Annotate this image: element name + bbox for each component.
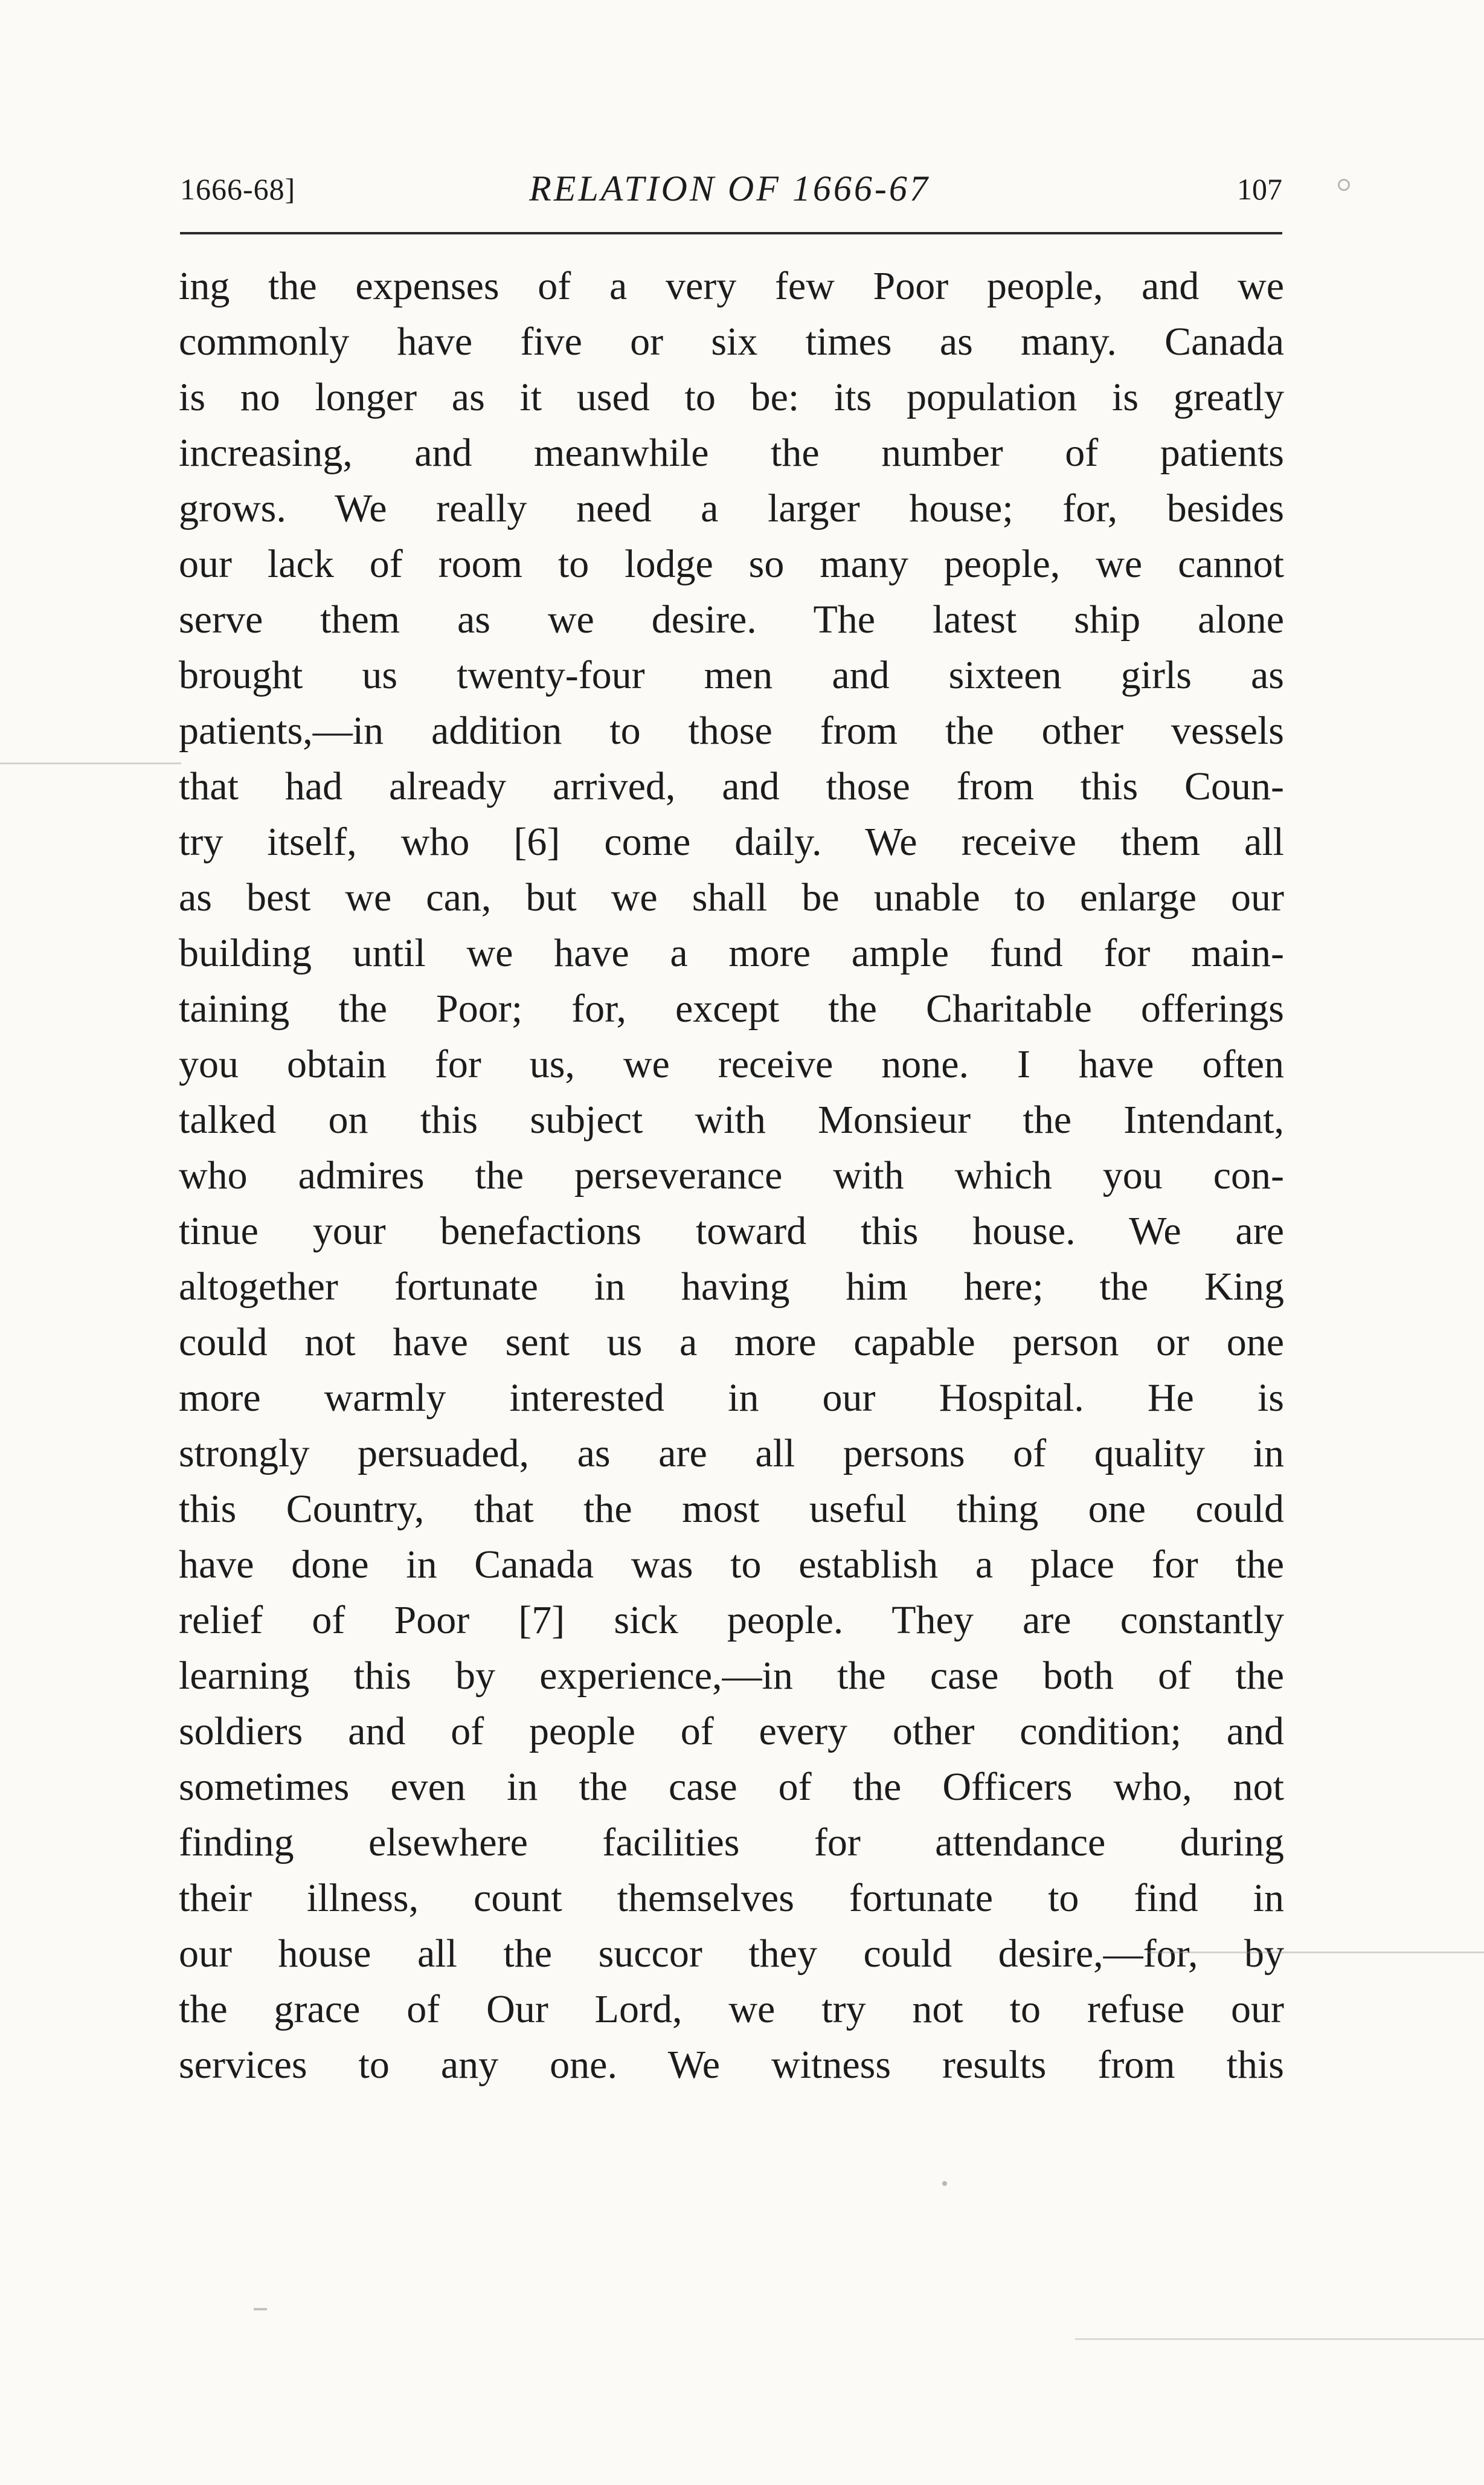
text-line: who admires the perseverance with which you con- <box>179 1153 1284 1197</box>
text-line: brought us twenty-four men and sixteen girls as <box>179 653 1284 697</box>
running-title: RELATION OF 1666-67 <box>529 169 930 208</box>
text-line: that had already arrived, and those from this Coun- <box>179 764 1284 808</box>
text-line: ing the expenses of a very few Poor people, and we <box>179 264 1284 308</box>
text-line: talked on this subject with Monsieur the Intendant, <box>179 1098 1284 1142</box>
text-line: you obtain for us, we receive none. I have often <box>179 1042 1284 1086</box>
text-line: have done in Canada was to establish a place for the <box>179 1542 1284 1587</box>
scan-mark <box>1148 1952 1484 1953</box>
text-line: commonly have five or six times as many. Canada <box>179 320 1284 364</box>
text-line: the grace of Our Lord, we try not to refuse our <box>179 1987 1284 2031</box>
text-line: soldiers and of people of every other condition; and <box>179 1709 1284 1753</box>
running-head <box>180 167 1282 215</box>
text-line: our lack of room to lodge so many people, we cannot <box>179 542 1284 586</box>
text-line: learning this by experience,—in the case both of the <box>179 1654 1284 1698</box>
text-line: relief of Poor [7] sick people. They are constantly <box>179 1598 1284 1642</box>
text-line: more warmly interested in our Hospital. He is <box>179 1376 1284 1420</box>
text-line: strongly persuaded, as are all persons of quality in <box>179 1431 1284 1475</box>
text-line: could not have sent us a more capable person or one <box>179 1320 1284 1364</box>
text-line: as best we can, but we shall be unable to enlarge our <box>179 875 1284 920</box>
text-line: taining the Poor; for, except the Charitable offerings <box>179 987 1284 1031</box>
scan-mark <box>942 2181 947 2186</box>
text-line: services to any one. We witness results from this <box>179 2043 1284 2087</box>
page-number: 107 <box>1237 172 1282 206</box>
body-text <box>179 259 1284 2093</box>
text-line: increasing, and meanwhile the number of patients <box>179 431 1284 475</box>
text-line: grows. We really need a larger house; for, besides <box>179 486 1284 530</box>
year-range: 1666-68] <box>180 172 296 206</box>
text-line: this Country, that the most useful thing one could <box>179 1487 1284 1531</box>
text-line: finding elsewhere facilities for attendance during <box>179 1820 1284 1865</box>
text-line: sometimes even in the case of the Officers who, not <box>179 1765 1284 1809</box>
scan-mark <box>1338 179 1350 191</box>
text-line: try itself, who [6] come daily. We receive them all <box>179 820 1284 864</box>
scan-mark <box>1075 2338 1484 2340</box>
text-line: building until we have a more ample fund for main- <box>179 931 1284 975</box>
scan-mark <box>0 762 181 764</box>
header-rule <box>180 232 1282 234</box>
text-line: their illness, count themselves fortunate to find in <box>179 1876 1284 1920</box>
text-line: serve them as we desire. The latest ship alone <box>179 598 1284 642</box>
text-line: our house all the succor they could desire,—for, by <box>179 1932 1284 1976</box>
text-line: altogether fortunate in having him here; the King <box>179 1265 1284 1309</box>
text-line: patients,—in addition to those from the other vessels <box>179 709 1284 753</box>
text-line: tinue your benefactions toward this house. We are <box>179 1209 1284 1253</box>
text-line: is no longer as it used to be: its population is greatly <box>179 375 1284 419</box>
scan-mark <box>254 2308 267 2310</box>
